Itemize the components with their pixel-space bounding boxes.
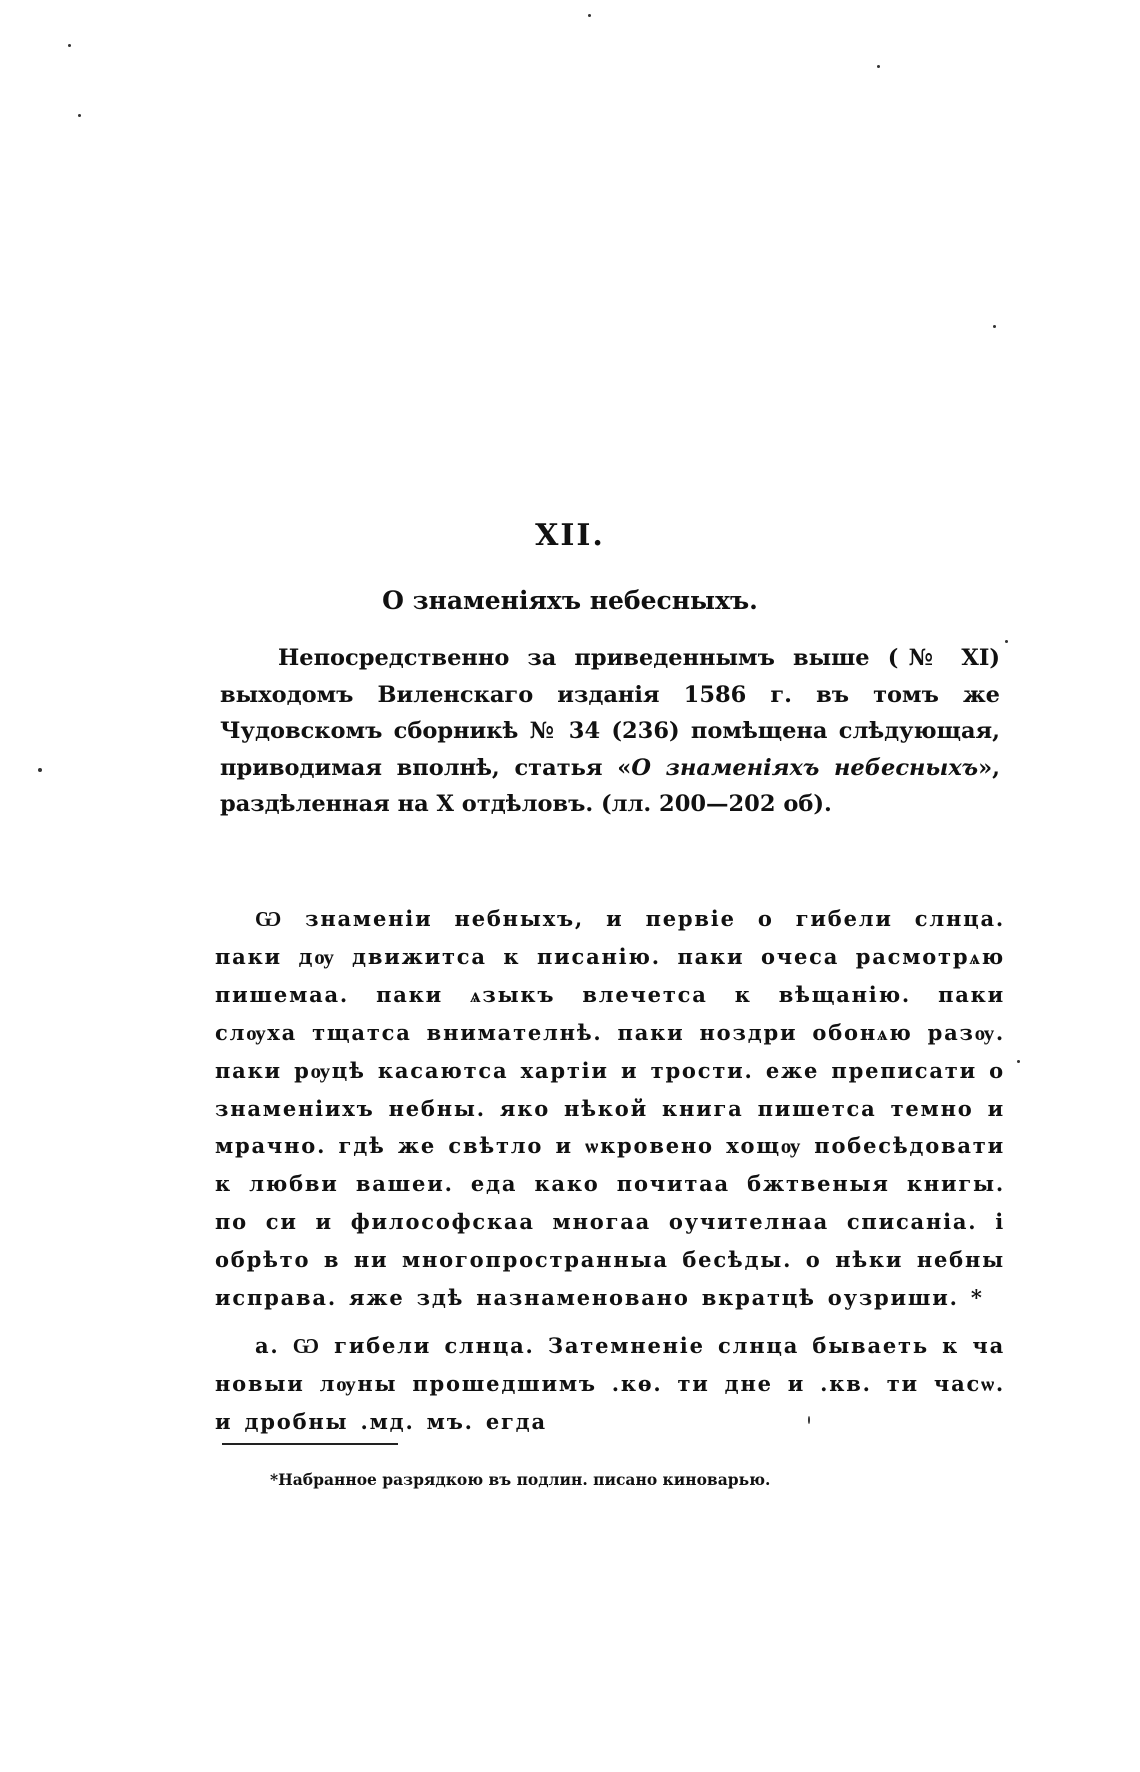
scan-speck — [1017, 1060, 1020, 1063]
intro-text-part2: », раздѣленная на X отдѣловъ. (лл. 200—202 об). — [220, 754, 1000, 817]
intro-italic-title: О знаменіяхъ небесныхъ — [631, 754, 979, 781]
intro-paragraph — [220, 640, 1000, 823]
chapter-numeral: XII. — [535, 518, 605, 553]
scan-speck — [993, 325, 996, 328]
scan-speck — [78, 114, 81, 117]
slavonic-paragraph-1: Ѡ знаменіи небныхъ, и первіе о гибели слнца. паки дѹ движитса к писанію. паки очеса расмотрѧю пишемаа. паки ѧзыкъ влечетса к вѣщанію. паки слѹха тщатса внимателнѣ. паки ноздри обонѧю разѹ. паки рѹцѣ касаютса хартіи и трости. еже преписати о знаменіихъ небны. яко нѣкой книга пишетса темно и мрачно. гдѣ же свѣтло и ѡкровено хощѹ побесѣдовати к любви вашеи. еда како почитаа бжтвеныя книгы. по си и философскаа многаа оучителнаа списаніа. і обрѣто в ни многопространныа бесѣды. о нѣки небны исправа. яже здѣ назнаменовано вкратцѣ оузриши. * — [215, 906, 1005, 1311]
slavonic-paragraph-2: а. Ѡ гибели слнца. Затемненіе слнца бываеть к ча новыи лѹны прошедшимъ .кѳ. ти дне и .кв. ти часѡ. и дробны .мд. мъ. егда — [215, 1333, 1005, 1434]
scan-speck — [877, 65, 880, 68]
scan-speck — [808, 1416, 810, 1424]
footnote: *Набранное разрядкою въ подлин. писано киноварью. — [270, 1470, 771, 1489]
footnote-divider — [222, 1443, 398, 1445]
scan-speck — [588, 14, 591, 17]
scan-speck — [1005, 640, 1008, 643]
scan-speck — [68, 44, 71, 47]
chapter-title: О знаменіяхъ небесныхъ. — [382, 586, 758, 615]
intro-text-part1: Непосредственно за приведеннымъ выше (№ XI) выходомъ Виленскаго изданія 1586 г. въ томъ же Чудовскомъ сборникѣ № 34 (236) помѣщена слѣдующая, приводимая вполнѣ, статья « — [220, 645, 1000, 781]
scan-speck — [38, 768, 42, 772]
